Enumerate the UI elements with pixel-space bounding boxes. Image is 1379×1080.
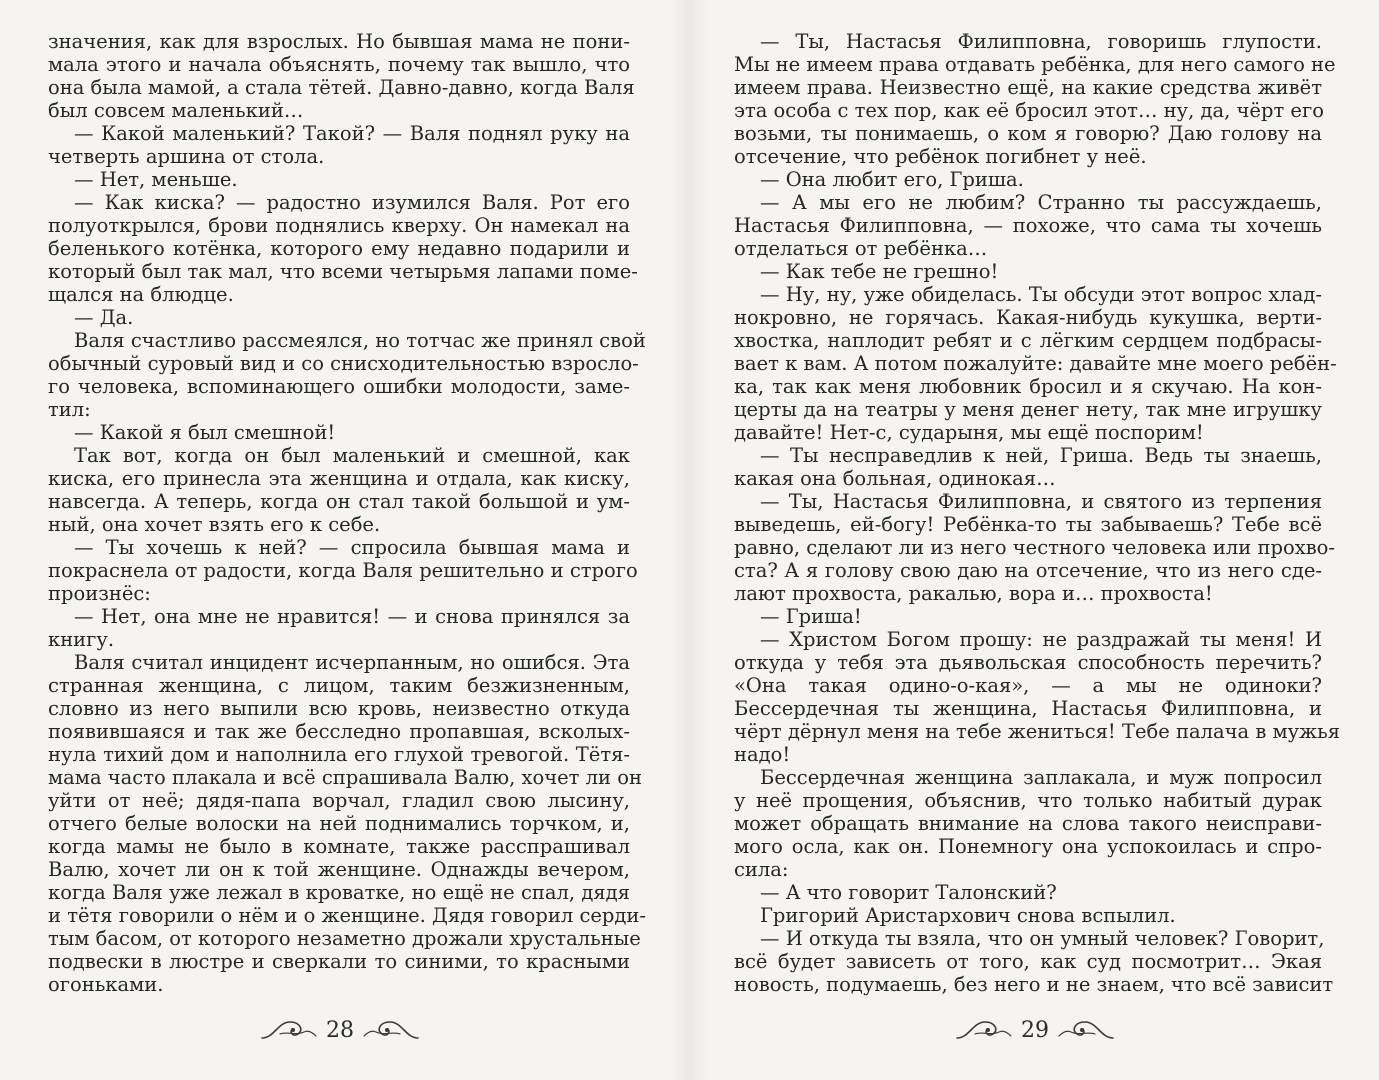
text-line: Так вот, когда он был маленький и смешной, как	[74, 444, 630, 467]
text-line: — Какой маленький? Такой? — Валя поднял руку на	[74, 122, 630, 145]
right-flourish-icon	[1057, 1014, 1115, 1046]
text-line: киска, его принесла эта женщина и отдала, как киску,	[48, 467, 630, 490]
text-line: когда мамы не было в комнате, также расспрашивал	[48, 835, 630, 858]
text-line: имеем права. Неизвестно ещё, на какие средства живёт	[734, 76, 1322, 99]
right-page-text	[734, 30, 1341, 996]
text-line: мама часто плакала и всё спрашивала Валю, хочет ли он	[48, 766, 642, 789]
text-line: — Нет, она мне не нравится! — и снова принялся за	[74, 605, 630, 628]
text-line: может обращать внимание на слова такого неисправи-	[734, 812, 1322, 835]
text-line: тым басом, от которого незаметно дрожали хрустальные	[48, 927, 641, 950]
text-line: был совсем маленький…	[48, 99, 304, 122]
text-line: вает к вам. А потом пожалуйте: давайте мне моего ребён-	[734, 352, 1337, 375]
text-line: надо!	[734, 743, 791, 766]
text-line: равно, сделают ли из него честного человека или прохво-	[734, 536, 1335, 559]
text-line: обычный суровый вид и со снисходительностью взросло-	[48, 352, 639, 375]
page-number-right: 29	[1021, 1017, 1049, 1043]
book-gutter	[672, 0, 708, 1080]
text-line: Мы не имеем права отдавать ребёнка, для него самого не	[734, 53, 1336, 76]
text-line: нокровно, не горячась. Какая-нибудь кукушка, верти-	[734, 306, 1322, 329]
text-line: «Она такая одино-о-кая», — а мы не одиноки?	[734, 674, 1322, 697]
text-line: выведешь, ей-богу! Ребёнка-то ты забываешь? Тебе всё	[734, 513, 1322, 536]
text-line: церты да на театры у меня денег нету, так мне игрушку	[734, 398, 1322, 421]
text-line: — Христом Богом прошу: не раздражай ты меня! И	[760, 628, 1322, 651]
left-page-footer	[255, 1010, 425, 1050]
text-line: подвески в люстре и сверкали то синими, то красными	[48, 950, 630, 973]
text-line: у неё прощения, объяснив, что только набитый дурак	[734, 789, 1322, 812]
text-line: всё будет зависеть от того, как суд посмотрит… Экая	[734, 950, 1322, 973]
page-number-left: 28	[326, 1017, 354, 1043]
text-line: — А мы его не любим? Странно ты рассуждаешь,	[760, 191, 1322, 214]
text-line: ка, так как меня любовник бросил и я скучаю. На кон-	[734, 375, 1322, 398]
text-line: Григорий Аристархович снова вспылил.	[760, 904, 1176, 927]
text-line: го человека, вспоминающего ошибки молодости, заме-	[48, 375, 630, 398]
text-line: — И откуда ты взяла, что он умный человек? Говорит,	[760, 927, 1325, 950]
text-line: беленького котёнка, которого ему недавно подарили и	[48, 237, 630, 260]
left-flourish-icon	[955, 1014, 1013, 1046]
text-line: — Ты несправедлив к ней, Гриша. Ведь ты знаешь,	[760, 444, 1322, 467]
text-line: мого осла, как он. Понемногу она успокоилась и спро-	[734, 835, 1322, 858]
text-line: Настасья Филипповна, — похоже, что сама ты хочешь	[734, 214, 1322, 237]
text-line: и тётя говорили о нём и о женщине. Дядя говорил серди-	[48, 904, 646, 927]
text-line: отделаться от ребёнка…	[734, 237, 988, 260]
text-line: — Нет, меньше.	[74, 168, 238, 191]
text-line: возьми, ты понимаешь, о ком я говорю? Даю голову на	[734, 122, 1322, 145]
text-line: — Ты, Настасья Филипповна, говоришь глупости.	[760, 30, 1322, 53]
text-line: ный, она хочет взять его к себе.	[48, 513, 381, 536]
text-line: произнёс:	[48, 582, 151, 605]
text-line: — Как тебе не грешно!	[760, 260, 999, 283]
text-line: — Ты хочешь к ней? — спросила бывшая мама и	[74, 536, 630, 559]
text-line: уйти от неё; дядя-папа ворчал, гладил свою лысину,	[48, 789, 630, 812]
left-page-text	[48, 30, 646, 996]
text-line: сила:	[734, 858, 789, 881]
text-line: — Как киска? — радостно изумился Валя. Рот его	[74, 191, 630, 214]
text-line: странная женщина, с лицом, таким безжизненным,	[48, 674, 630, 697]
text-line: — Ты, Настасья Филипповна, и святого из терпения	[760, 490, 1322, 513]
text-line: Бессердечная ты женщина, Настасья Филипповна, и	[734, 697, 1322, 720]
right-flourish-icon	[362, 1014, 420, 1046]
text-line: значения, как для взрослых. Но бывшая мама не пони-	[48, 30, 630, 53]
text-line: книгу.	[48, 628, 115, 651]
text-line: чёрт дёрнул меня на тебе жениться! Тебе палача в мужья	[734, 720, 1341, 743]
text-line: полуоткрылся, брови поднялись кверху. Он намекал на	[48, 214, 630, 237]
text-line: тил:	[48, 398, 91, 421]
text-line: который был так мал, что всеми четырьмя лапами поме-	[48, 260, 638, 283]
text-line: нула тихий дом и наполнила его глухой тревогой. Тётя-	[48, 743, 630, 766]
right-page-footer	[950, 1010, 1120, 1050]
text-line: хвостка, наплодит ребят и с лёгким сердцем подбрасы-	[734, 329, 1322, 352]
text-line: щался на блюдце.	[48, 283, 234, 306]
text-line: — Да.	[74, 306, 134, 329]
text-line: словно из него выпили всю кровь, неизвестно откуда	[48, 697, 630, 720]
text-line: Валю, хочет ли он к той женщине. Однажды вечером,	[48, 858, 630, 881]
text-line: Бессердечная женщина заплакала, и муж попросил	[760, 766, 1322, 789]
text-line: давайте! Нет-с, сударыня, мы ещё поспорим!	[734, 421, 1204, 444]
text-line: покраснела от радости, когда Валя решительно и строго	[48, 559, 638, 582]
text-line: навсегда. А теперь, когда он стал такой большой и ум-	[48, 490, 630, 513]
text-line: какая она больная, одинокая…	[734, 467, 1056, 490]
text-line: новость, подумаешь, без него и не знаем, что всё зависит	[734, 973, 1334, 996]
text-line: огоньками.	[48, 973, 164, 996]
left-flourish-icon	[260, 1014, 318, 1046]
text-line: — А что говорит Талонский?	[760, 881, 1057, 904]
text-line: ста? А я голову свою даю на отсечение, что из него сде-	[734, 559, 1322, 582]
text-line: — Гриша!	[760, 605, 862, 628]
text-line: — Она любит его, Гриша.	[760, 168, 1024, 191]
text-line: четверть аршина от стола.	[48, 145, 325, 168]
text-line: когда Валя уже лежал в кроватке, но ещё не спал, дядя	[48, 881, 630, 904]
text-line: отсечение, что ребёнок погибнет у неё.	[734, 145, 1147, 168]
text-line: Валя считал инцидент исчерпанным, но ошибся. Эта	[74, 651, 630, 674]
text-line: лают прохвоста, ракалью, вора и… прохвоста!	[734, 582, 1213, 605]
text-line: она была мамой, а стала тётей. Давно-давно, когда Валя	[48, 76, 635, 99]
text-line: откуда у тебя эта дьявольская способность перечить?	[734, 651, 1322, 674]
text-line: эта особа с тех пор, как её бросил этот… ну, да, чёрт его	[734, 99, 1324, 122]
text-line: появившаяся и так же бесследно пропавшая, всколых-	[48, 720, 630, 743]
text-line: Валя счастливо рассмеялся, но тотчас же принял свой	[74, 329, 646, 352]
text-line: — Ну, ну, уже обиделась. Ты обсуди этот вопрос хлад-	[760, 283, 1322, 306]
text-line: мала этого и начала объяснять, почему так вышло, что	[48, 53, 630, 76]
text-line: отчего белые волоски на ней поднимались торчком, и,	[48, 812, 630, 835]
text-line: — Какой я был смешной!	[74, 421, 336, 444]
